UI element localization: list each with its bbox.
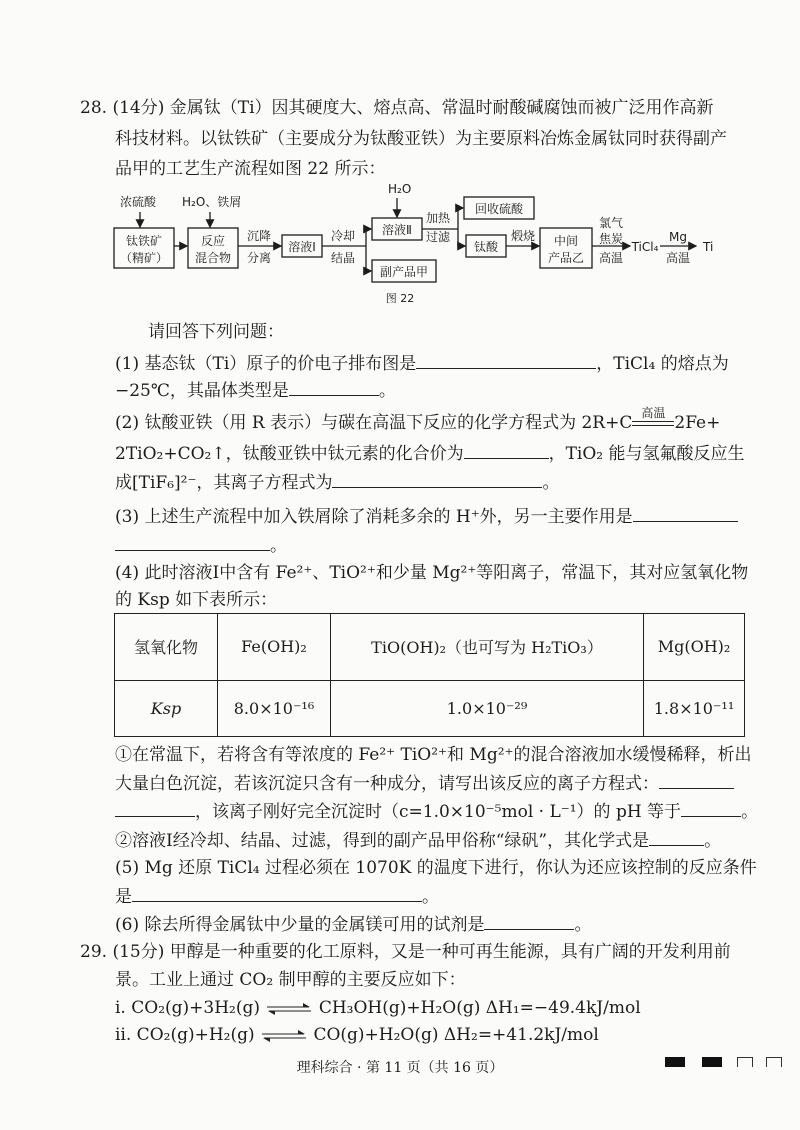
label-filter: 过滤 — [425, 230, 451, 244]
q28-part1-line2: −25℃，其晶体类型是 。 — [115, 381, 396, 401]
table-header-cell: TiO(OH)₂（也可写为 H₂TiO₃） — [331, 614, 644, 681]
q28-intro-line1: 28. (14分) 金属钛（Ti）因其硬度大、熔点高、常温时耐酸碱腐蚀而被广泛用作高新 — [80, 98, 714, 118]
reaction-2: ⅱ. CO₂(g)+H₂(g) CO(g)+H₂O(g) ΔH₂=+41.2kJ/mol — [115, 1025, 599, 1045]
q28-part2-line2: 2TiO₂+CO₂↑，钛酸亚铁中钛元素的化合价为 ，TiO₂ 能与氢氟酸反应生 — [115, 444, 745, 464]
label-cool-2: 结晶 — [330, 251, 356, 265]
q28-sub1-line1: ①在常温下，若将含有等浓度的 Fe²⁺ TiO²⁺和 Mg²⁺的混合溶液加水缓慢稀释，析出 — [115, 745, 752, 765]
scan-mark — [737, 1057, 753, 1067]
label-high-temp-2: 高温 — [665, 251, 691, 265]
label-conc-sulfuric-acid: 浓硫酸 — [120, 195, 157, 209]
label-mg: Mg — [669, 230, 687, 244]
figure-caption: 图 22 — [385, 292, 415, 305]
q28-part4-line2: 的 Ksp 如下表所示： — [115, 590, 278, 610]
label-chlorine: 氯气 — [598, 216, 624, 230]
reaction-1: ⅰ. CO₂(g)+3H₂(g) CH₃OH(g)+H₂O(g) ΔH₁=−49.4kJ/mol — [115, 998, 641, 1018]
label-react-1: 反应 — [200, 234, 226, 248]
table-cell: 8.0×10⁻¹⁶ — [218, 680, 331, 736]
q28-intro-line2: 科技材料。以钛铁矿（主要成分为钛酸亚铁）为主要原料冶炼金属钛同时获得副产 — [115, 129, 727, 149]
ksp-table — [114, 613, 745, 737]
table-cell: 1.8×10⁻¹¹ — [644, 680, 745, 736]
answer-blank[interactable] — [464, 442, 549, 459]
label-calcine: 煅烧 — [510, 229, 536, 243]
table-header-cell: Fe(OH)₂ — [218, 614, 331, 681]
q29-line2: 景。工业上通过 CO₂ 制甲醇的主要反应如下： — [115, 970, 466, 990]
label-heat: 加热 — [425, 211, 451, 225]
label-titanic-acid: 钛酸 — [473, 240, 499, 254]
answer-blank[interactable] — [484, 913, 574, 930]
equilibrium-arrow-icon — [265, 1003, 313, 1015]
answer-blank[interactable] — [332, 471, 542, 488]
q28-part5-line1: (5) Mg 还原 TiCl₄ 过程必须在 1070K 的温度下进行，你认为还应该控制的反应条件 — [115, 858, 757, 878]
scan-mark — [766, 1057, 782, 1067]
process-flow-diagram — [0, 0, 800, 320]
answer-blank[interactable] — [115, 534, 270, 551]
q28-sub1-line3: ，该离子刚好完全沉淀时（c=1.0×10⁻⁵mol · L⁻¹）的 pH 等于 。 — [115, 800, 758, 823]
label-sediment-2: 分离 — [246, 251, 272, 265]
q28-prompt: 请回答下列问题： — [148, 322, 284, 342]
q28-part4-line1: (4) 此时溶液Ⅰ中含有 Fe²⁺、TiO²⁺和少量 Mg²⁺等阳离子，常温下，其对应氢氧化物 — [115, 563, 749, 583]
label-ti: Ti — [703, 240, 714, 254]
label-high-temp-1: 高温 — [598, 251, 624, 265]
label-water-iron: H₂O、铁屑 — [182, 195, 242, 209]
q29-line1: 29. (15分) 甲醇是一种重要的化工原料，又是一种可再生能源，具有广阔的开发利用前 — [80, 942, 731, 962]
label-coke: 焦炭 — [598, 232, 624, 246]
q28-part5-line2: 是 。 — [115, 887, 439, 907]
label-solution-2: 溶液Ⅱ — [382, 223, 412, 237]
answer-blank[interactable] — [132, 885, 422, 902]
label-sediment-1: 沉降 — [246, 229, 272, 243]
q28-sub1-line2: 大量白色沉淀，若该沉淀只含有一种成分，请写出该反应的离子方程式： — [115, 772, 734, 795]
label-cool-1: 冷却 — [330, 229, 356, 243]
answer-blank[interactable] — [681, 800, 741, 817]
table-cell: 1.0×10⁻²⁹ — [331, 680, 644, 736]
label-react-2: 混合物 — [194, 251, 232, 265]
label-solution-1: 溶液Ⅰ — [288, 240, 316, 254]
label-mid-2: 产品乙 — [547, 251, 585, 265]
label-ore-2: （精矿） — [119, 251, 169, 265]
q28-part3-line2: 。 — [115, 534, 287, 557]
q28-intro-line3: 品甲的工艺生产流程如图 22 所示： — [115, 159, 386, 179]
scan-mark — [665, 1057, 685, 1067]
q28-part3-line1: (3) 上述生产流程中加入铁屑除了消耗多余的 H⁺外，另一主要作用是 — [115, 505, 738, 528]
answer-blank[interactable] — [289, 379, 379, 396]
answer-blank[interactable] — [633, 505, 738, 522]
q28-part2-line3: 成[TiF₆]²⁻，其离子方程式为 。 — [115, 473, 560, 493]
label-water: H₂O — [388, 182, 412, 196]
label-ore: 钛铁矿 — [125, 234, 163, 248]
equilibrium-arrow-icon — [260, 1030, 308, 1042]
table-header-cell: Mg(OH)₂ — [644, 614, 745, 681]
label-byproduct-a: 副产品甲 — [379, 265, 429, 279]
label-recycle-acid: 回收硫酸 — [474, 202, 524, 216]
answer-blank[interactable] — [115, 800, 195, 817]
answer-blank[interactable] — [416, 352, 596, 369]
answer-blank[interactable] — [649, 829, 704, 846]
table-cell: Ksp — [115, 680, 218, 736]
scan-mark — [702, 1057, 722, 1067]
q28-part6: (6) 除去所得金属钛中少量的金属镁可用的试剂是 。 — [115, 915, 592, 935]
page-footer: 理科综合 · 第 11 页（共 16 页） — [296, 1060, 504, 1076]
label-mid-1: 中间 — [553, 234, 579, 248]
q28-sub2: ②溶液Ⅰ经冷却、结晶、过滤，得到的副产品甲俗称“绿矾”，其化学式是 。 — [115, 831, 722, 851]
answer-blank[interactable] — [659, 772, 734, 789]
q28-part2-line1: (2) 钛酸亚铁（用 R 表示）与碳在高温下反应的化学方程式为 2R+C 高温 2Fe+ — [115, 406, 721, 433]
q28-part1-line1: (1) 基态钛（Ti）原子的价电子排布图是 ，TiCl₄ 的熔点为 — [115, 354, 729, 374]
table-header-cell: 氢氧化物 — [115, 614, 218, 681]
label-ticl4: TiCl₄ — [631, 240, 659, 254]
